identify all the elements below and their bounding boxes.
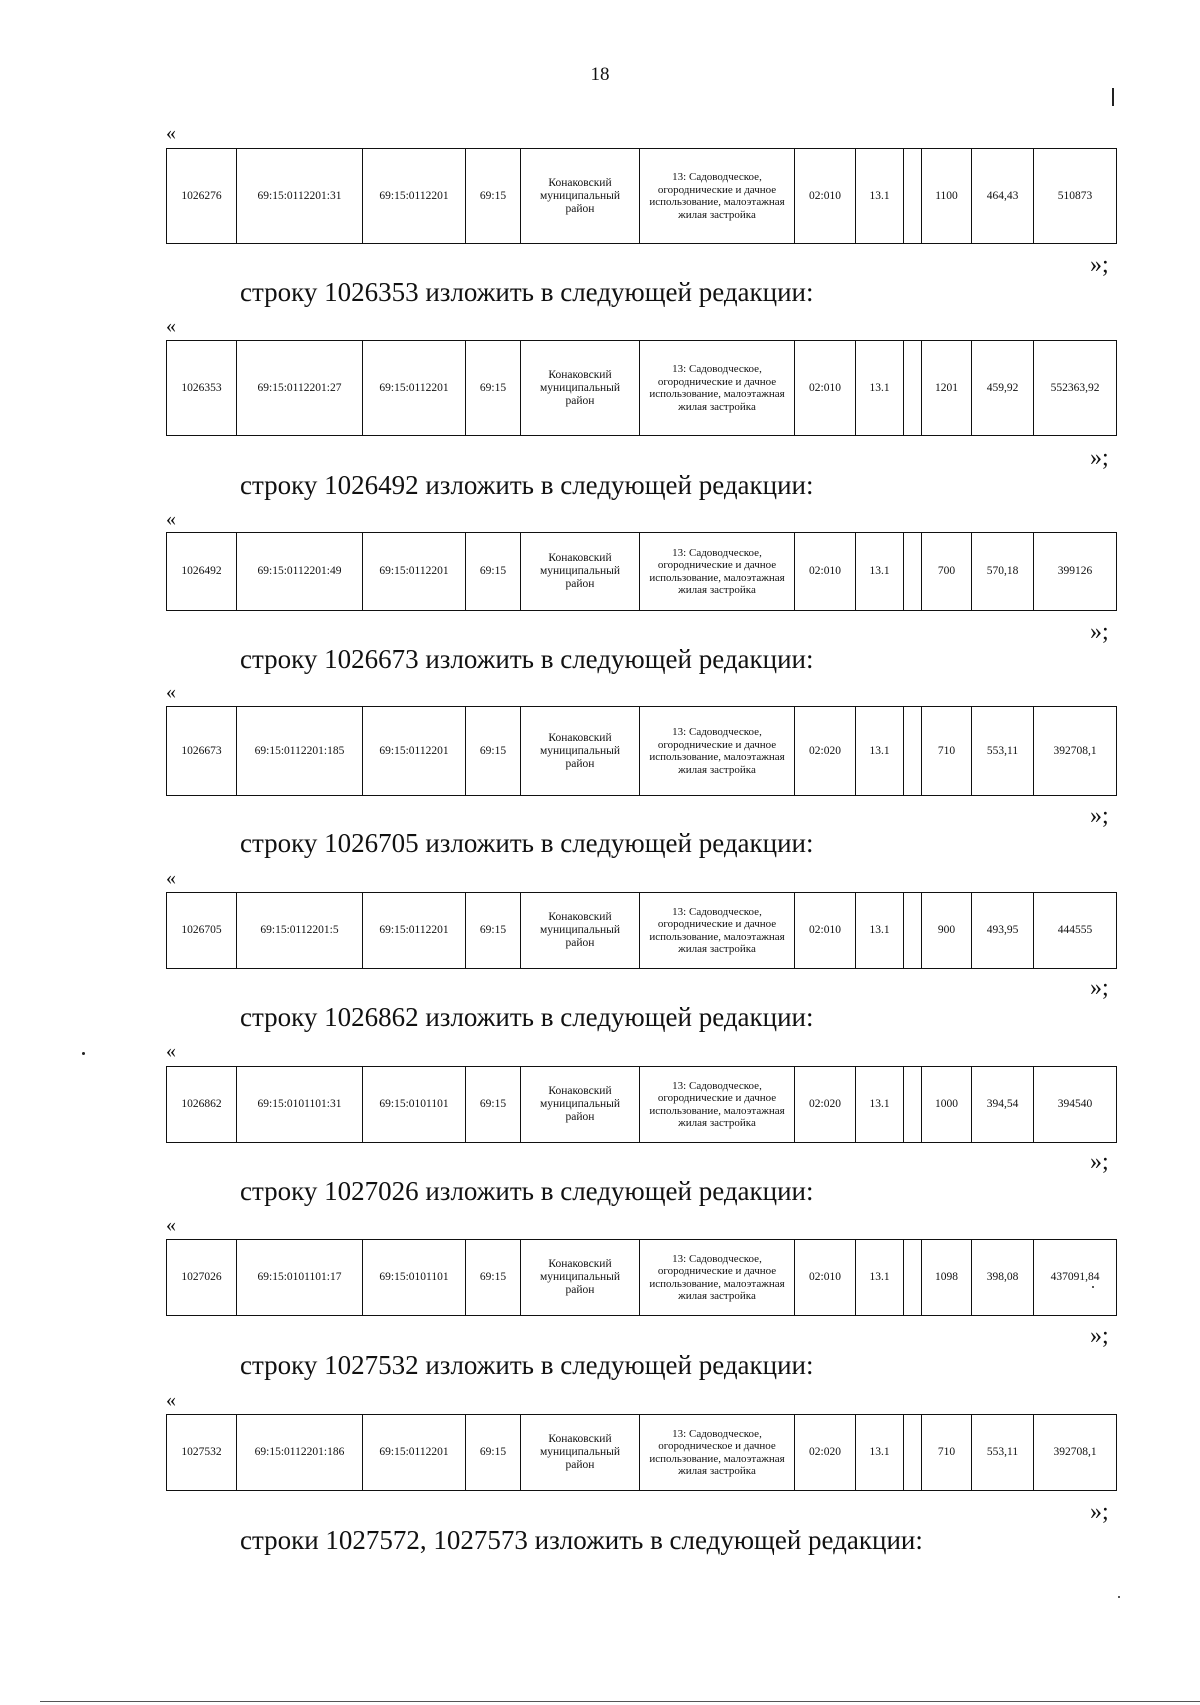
cadastral-quarter-cell: 69:15:0112201 [363, 707, 466, 796]
open-quote: « [166, 1389, 176, 1411]
specific-value-cell: 459,92 [972, 341, 1034, 436]
specific-value-cell: 493,95 [972, 893, 1034, 969]
municipality-cell: Конаковский муниципальный район [521, 707, 640, 796]
cadastral-quarter-cell: 69:15:0112201 [363, 1415, 466, 1491]
area-cell: 1098 [922, 1240, 972, 1316]
municipality-cell: Конаковский муниципальный район [521, 1415, 640, 1491]
empty-cell [904, 893, 922, 969]
land-use-cell: 13: Садоводческое, огородническое и дачное использование, малоэтажная жилая застройка [640, 1415, 795, 1491]
final-heading: строки 1027572, 1027573 изложить в следующей редакции: [240, 1525, 923, 1555]
row-number-cell: 1026492 [167, 533, 237, 611]
land-use-cell: 13: Садоводческое, огороднические и дачное использование, малоэтажная жилая застройка [640, 533, 795, 611]
specific-value-cell: 394,54 [972, 1067, 1034, 1143]
table-row [167, 707, 1117, 796]
municipality-cell: Конаковский муниципальный район [521, 533, 640, 611]
group-cell: 13.1 [856, 1415, 904, 1491]
open-quote: « [166, 1040, 176, 1062]
empty-cell [904, 1415, 922, 1491]
open-quote: « [166, 1214, 176, 1236]
page-number: 18 [590, 64, 610, 85]
open-quote: « [166, 867, 176, 889]
table-row [167, 1415, 1117, 1491]
close-quote: »; [1090, 252, 1109, 278]
code-cell: 02:020 [795, 707, 856, 796]
district-code-cell: 69:15 [466, 707, 521, 796]
cadastral-value-cell: 394540 [1034, 1067, 1117, 1143]
cadastral-quarter-cell: 69:15:0112201 [363, 149, 466, 244]
district-code-cell: 69:15 [466, 533, 521, 611]
area-cell: 900 [922, 893, 972, 969]
section-heading: строку 1026673 изложить в следующей редакции: [240, 644, 814, 674]
group-cell: 13.1 [856, 707, 904, 796]
cadastral-value-cell: 392708,1 [1034, 707, 1117, 796]
row-number-cell: 1026276 [167, 149, 237, 244]
amendment-table [166, 340, 1117, 436]
land-use-cell: 13: Садоводческое, огороднические и дачное использование, малоэтажная жилая застройка [640, 1067, 795, 1143]
specific-value-cell: 553,11 [972, 1415, 1034, 1491]
close-quote: »; [1090, 1499, 1109, 1525]
amendment-table [166, 706, 1117, 796]
specific-value-cell: 464,43 [972, 149, 1034, 244]
area-cell: 1000 [922, 1067, 972, 1143]
district-code-cell: 69:15 [466, 1240, 521, 1316]
area-cell: 1201 [922, 341, 972, 436]
close-quote: »; [1090, 619, 1109, 645]
table-row [167, 149, 1117, 244]
row-number-cell: 1026862 [167, 1067, 237, 1143]
cadastral-value-cell: 552363,92 [1034, 341, 1117, 436]
table-row [167, 341, 1117, 436]
group-cell: 13.1 [856, 1067, 904, 1143]
group-cell: 13.1 [856, 893, 904, 969]
cadastral-number-cell: 69:15:0112201:5 [237, 893, 363, 969]
open-quote: « [166, 508, 176, 530]
cadastral-number-cell: 69:15:0101101:17 [237, 1240, 363, 1316]
close-quote: »; [1090, 975, 1109, 1001]
cadastral-number-cell: 69:15:0112201:31 [237, 149, 363, 244]
empty-cell [904, 149, 922, 244]
cadastral-number-cell: 69:15:0112201:27 [237, 341, 363, 436]
empty-cell [904, 341, 922, 436]
row-number-cell: 1026673 [167, 707, 237, 796]
cadastral-value-cell: 399126 [1034, 533, 1117, 611]
code-cell: 02:020 [795, 1067, 856, 1143]
cadastral-quarter-cell: 69:15:0112201 [363, 341, 466, 436]
open-quote: « [166, 681, 176, 703]
scan-speck [1112, 88, 1114, 106]
amendment-table [166, 1414, 1117, 1491]
municipality-cell: Конаковский муниципальный район [521, 1067, 640, 1143]
municipality-cell: Конаковский муниципальный район [521, 149, 640, 244]
group-cell: 13.1 [856, 533, 904, 611]
close-quote: »; [1090, 803, 1109, 829]
area-cell: 710 [922, 1415, 972, 1491]
specific-value-cell: 398,08 [972, 1240, 1034, 1316]
group-cell: 13.1 [856, 341, 904, 436]
open-quote: « [166, 315, 176, 337]
district-code-cell: 69:15 [466, 1415, 521, 1491]
cadastral-value-cell: 392708,1 [1034, 1415, 1117, 1491]
code-cell: 02:010 [795, 893, 856, 969]
close-quote: »; [1090, 445, 1109, 471]
amendment-table [166, 1239, 1117, 1316]
amendment-table [166, 148, 1117, 244]
district-code-cell: 69:15 [466, 893, 521, 969]
section-heading: строку 1026705 изложить в следующей редакции: [240, 828, 814, 858]
land-use-cell: 13: Садоводческое, огороднические и дачное использование, малоэтажная жилая застройка [640, 1240, 795, 1316]
scan-speck [1092, 1286, 1094, 1288]
code-cell: 02:010 [795, 341, 856, 436]
section-heading: строку 1026492 изложить в следующей редакции: [240, 470, 814, 500]
land-use-cell: 13: Садоводческое, огороднические и дачное использование, малоэтажная жилая застройка [640, 707, 795, 796]
cadastral-number-cell: 69:15:0101101:31 [237, 1067, 363, 1143]
section-heading: строку 1026353 изложить в следующей редакции: [240, 277, 814, 307]
scan-speck [1118, 1596, 1120, 1598]
district-code-cell: 69:15 [466, 1067, 521, 1143]
area-cell: 710 [922, 707, 972, 796]
table-row [167, 1240, 1117, 1316]
cadastral-number-cell: 69:15:0112201:49 [237, 533, 363, 611]
row-number-cell: 1027532 [167, 1415, 237, 1491]
row-number-cell: 1027026 [167, 1240, 237, 1316]
code-cell: 02:010 [795, 1240, 856, 1316]
code-cell: 02:020 [795, 1415, 856, 1491]
municipality-cell: Конаковский муниципальный район [521, 893, 640, 969]
district-code-cell: 69:15 [466, 149, 521, 244]
cadastral-value-cell: 510873 [1034, 149, 1117, 244]
specific-value-cell: 570,18 [972, 533, 1034, 611]
empty-cell [904, 707, 922, 796]
area-cell: 700 [922, 533, 972, 611]
table-row [167, 1067, 1117, 1143]
land-use-cell: 13: Садоводческое, огороднические и дачное использование, малоэтажная жилая застройка [640, 149, 795, 244]
municipality-cell: Конаковский муниципальный район [521, 341, 640, 436]
district-code-cell: 69:15 [466, 341, 521, 436]
code-cell: 02:010 [795, 149, 856, 244]
empty-cell [904, 1067, 922, 1143]
empty-cell [904, 1240, 922, 1316]
amendment-table [166, 1066, 1117, 1143]
cadastral-number-cell: 69:15:0112201:185 [237, 707, 363, 796]
group-cell: 13.1 [856, 149, 904, 244]
section-heading: строку 1027026 изложить в следующей редакции: [240, 1176, 814, 1206]
group-cell: 13.1 [856, 1240, 904, 1316]
cadastral-quarter-cell: 69:15:0101101 [363, 1240, 466, 1316]
amendment-table [166, 532, 1117, 611]
cadastral-quarter-cell: 69:15:0112201 [363, 533, 466, 611]
land-use-cell: 13: Садоводческое, огороднические и дачное использование, малоэтажная жилая застройка [640, 893, 795, 969]
table-row [167, 893, 1117, 969]
section-heading: строку 1026862 изложить в следующей редакции: [240, 1002, 814, 1032]
row-number-cell: 1026705 [167, 893, 237, 969]
code-cell: 02:010 [795, 533, 856, 611]
land-use-cell: 13: Садоводческое, огороднические и дачное использование, малоэтажная жилая застройка [640, 341, 795, 436]
row-number-cell: 1026353 [167, 341, 237, 436]
open-quote: « [166, 122, 176, 144]
close-quote: »; [1090, 1149, 1109, 1175]
empty-cell [904, 533, 922, 611]
section-heading: строку 1027532 изложить в следующей редакции: [240, 1350, 814, 1380]
table-row [167, 533, 1117, 611]
area-cell: 1100 [922, 149, 972, 244]
cadastral-quarter-cell: 69:15:0112201 [363, 893, 466, 969]
municipality-cell: Конаковский муниципальный район [521, 1240, 640, 1316]
cadastral-value-cell: 437091,84 [1034, 1240, 1117, 1316]
cadastral-quarter-cell: 69:15:0101101 [363, 1067, 466, 1143]
scan-edge-line [40, 1701, 1200, 1702]
cadastral-value-cell: 444555 [1034, 893, 1117, 969]
scan-speck [82, 1052, 85, 1055]
cadastral-number-cell: 69:15:0112201:186 [237, 1415, 363, 1491]
amendment-table [166, 892, 1117, 969]
close-quote: »; [1090, 1323, 1109, 1349]
specific-value-cell: 553,11 [972, 707, 1034, 796]
